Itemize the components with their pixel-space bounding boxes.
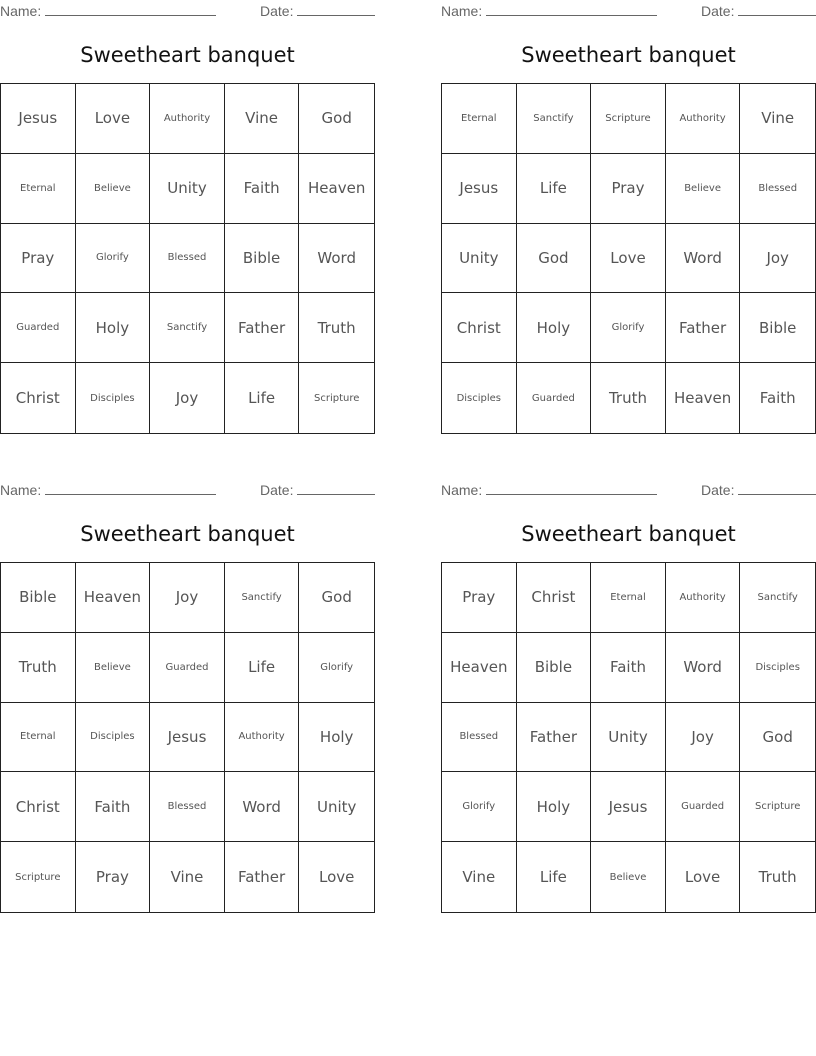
bingo-cell[interactable]: Blessed <box>150 224 225 294</box>
bingo-cell[interactable]: Authority <box>150 84 225 154</box>
bingo-cell[interactable]: Sanctify <box>150 293 225 363</box>
bingo-cell[interactable]: Joy <box>150 563 225 633</box>
bingo-cell[interactable]: Holy <box>76 293 151 363</box>
bingo-grid <box>0 83 375 434</box>
date-blank[interactable] <box>297 482 375 495</box>
bingo-cell[interactable]: Authority <box>666 84 741 154</box>
bingo-cell[interactable]: Christ <box>517 563 592 633</box>
bingo-cell[interactable]: Jesus <box>150 703 225 773</box>
bingo-cell[interactable]: Word <box>299 224 374 294</box>
bingo-cell[interactable]: Father <box>225 293 300 363</box>
bingo-cell[interactable]: Bible <box>740 293 815 363</box>
bingo-cell[interactable]: Believe <box>591 842 666 912</box>
bingo-cell[interactable]: Word <box>225 772 300 842</box>
bingo-cell[interactable]: Unity <box>442 224 517 294</box>
bingo-cell[interactable]: Disciples <box>442 363 517 433</box>
date-field[interactable] <box>260 3 375 19</box>
bingo-grid <box>441 83 816 434</box>
bingo-cell[interactable]: Pray <box>76 842 151 912</box>
bingo-cell[interactable]: Vine <box>225 84 300 154</box>
name-blank[interactable] <box>486 482 657 495</box>
bingo-cell[interactable]: Christ <box>442 293 517 363</box>
bingo-cell[interactable]: Glorify <box>442 772 517 842</box>
date-field[interactable] <box>701 3 816 19</box>
bingo-cell[interactable]: Guarded <box>666 772 741 842</box>
bingo-cell[interactable]: Truth <box>591 363 666 433</box>
bingo-cell[interactable]: Father <box>225 842 300 912</box>
bingo-cell[interactable]: Jesus <box>1 84 76 154</box>
date-blank[interactable] <box>297 3 375 16</box>
bingo-cell[interactable]: God <box>740 703 815 773</box>
bingo-cell[interactable]: Blessed <box>740 154 815 224</box>
bingo-cell[interactable]: Jesus <box>591 772 666 842</box>
bingo-cell[interactable]: Vine <box>442 842 517 912</box>
bingo-cell[interactable]: Believe <box>76 154 151 224</box>
bingo-cell[interactable]: Faith <box>76 772 151 842</box>
bingo-cell[interactable]: Heaven <box>299 154 374 224</box>
name-label: Name: <box>0 3 42 19</box>
bingo-cell[interactable]: Christ <box>1 772 76 842</box>
date-label: Date: <box>701 3 735 19</box>
bingo-cell[interactable]: Life <box>225 633 300 703</box>
bingo-cell[interactable]: Blessed <box>442 703 517 773</box>
bingo-cell[interactable]: Word <box>666 224 741 294</box>
bingo-cell[interactable]: Vine <box>150 842 225 912</box>
bingo-cell[interactable]: Vine <box>740 84 815 154</box>
bingo-cell[interactable]: Heaven <box>76 563 151 633</box>
bingo-cell[interactable]: Sanctify <box>517 84 592 154</box>
bingo-cell[interactable]: Authority <box>666 563 741 633</box>
name-label: Name: <box>0 482 42 498</box>
bingo-cell[interactable]: Faith <box>759 389 796 408</box>
bingo-cell[interactable]: Believe <box>666 154 741 224</box>
bingo-cell[interactable]: Joy <box>150 363 225 433</box>
bingo-cell[interactable]: Sanctify <box>225 563 300 633</box>
bingo-cell[interactable]: Truth <box>1 633 76 703</box>
bingo-cell[interactable]: Pray <box>442 563 517 633</box>
bingo-cell[interactable]: Bible <box>1 563 76 633</box>
name-field[interactable] <box>0 482 216 498</box>
bingo-cell[interactable]: Heaven <box>666 363 741 433</box>
bingo-cell[interactable]: Holy <box>517 293 592 363</box>
bingo-cell[interactable]: Holy <box>517 772 592 842</box>
bingo-cell[interactable]: Love <box>591 224 666 294</box>
bingo-cell[interactable]: Father <box>517 703 592 773</box>
bingo-cell[interactable]: Pray <box>1 224 76 294</box>
bingo-cell[interactable]: Glorify <box>299 633 374 703</box>
bingo-cell[interactable]: Joy <box>740 224 815 294</box>
bingo-cell[interactable]: Glorify <box>591 293 666 363</box>
bingo-cell[interactable]: Disciples <box>76 703 151 773</box>
bingo-cell[interactable]: Eternal <box>591 563 666 633</box>
bingo-cell[interactable]: Unity <box>299 772 374 842</box>
bingo-cell[interactable]: Heaven <box>442 633 517 703</box>
bingo-cell[interactable]: Scripture <box>740 772 815 842</box>
bingo-cell[interactable]: Pray <box>591 154 666 224</box>
bingo-cell[interactable]: Bible <box>225 224 300 294</box>
bingo-cell[interactable]: God <box>299 84 374 154</box>
bingo-cell[interactable]: Eternal <box>442 84 517 154</box>
bingo-cell[interactable]: Disciples <box>76 363 151 433</box>
bingo-cell[interactable]: Life <box>225 363 300 433</box>
name-blank[interactable] <box>45 482 216 495</box>
bingo-cell[interactable]: Joy <box>666 703 741 773</box>
name-field[interactable] <box>441 3 657 19</box>
bingo-cell[interactable]: Eternal <box>1 703 76 773</box>
bingo-cell[interactable]: Father <box>666 293 741 363</box>
bingo-cell[interactable]: Guarded <box>150 633 225 703</box>
bingo-cell[interactable]: Love <box>76 84 151 154</box>
bingo-cell[interactable]: Bible <box>517 633 592 703</box>
date-blank[interactable] <box>738 482 816 495</box>
card-title: Sweetheart banquet <box>80 522 295 546</box>
bingo-cell[interactable]: Guarded <box>1 293 76 363</box>
bingo-cell[interactable]: God <box>517 224 592 294</box>
bingo-cell[interactable]: God <box>299 563 374 633</box>
card-title: Sweetheart banquet <box>521 522 736 546</box>
date-field[interactable] <box>701 482 816 498</box>
bingo-cell[interactable]: Truth <box>299 293 374 363</box>
bingo-card-2 <box>441 0 816 440</box>
bingo-cell[interactable]: Truth <box>758 868 797 887</box>
date-label: Date: <box>260 3 294 19</box>
bingo-cell[interactable]: Faith <box>591 633 666 703</box>
bingo-cell[interactable]: Love <box>666 842 741 912</box>
bingo-cell[interactable]: Word <box>666 633 741 703</box>
bingo-cell[interactable]: Authority <box>225 703 300 773</box>
bingo-cell[interactable]: Jesus <box>442 154 517 224</box>
bingo-cell[interactable]: Faith <box>225 154 300 224</box>
bingo-cell[interactable]: Sanctify <box>740 563 815 633</box>
bingo-cell[interactable]: Believe <box>76 633 151 703</box>
name-label: Name: <box>441 482 483 498</box>
bingo-cell[interactable]: Scripture <box>591 84 666 154</box>
bingo-card-3 <box>0 479 375 919</box>
date-label: Date: <box>260 482 294 498</box>
date-field[interactable] <box>260 482 375 498</box>
bingo-grid <box>441 562 816 913</box>
card-title: Sweetheart banquet <box>80 43 295 67</box>
bingo-cell[interactable]: Unity <box>150 154 225 224</box>
bingo-cell[interactable]: Life <box>517 154 592 224</box>
date-label: Date: <box>701 482 735 498</box>
bingo-cell[interactable]: Love <box>318 868 355 887</box>
bingo-cell[interactable]: Scripture <box>313 392 360 404</box>
bingo-grid <box>0 562 375 913</box>
bingo-cell[interactable]: Unity <box>591 703 666 773</box>
card-title: Sweetheart banquet <box>521 43 736 67</box>
bingo-cell[interactable]: Scripture <box>1 842 76 912</box>
bingo-cell[interactable]: Guarded <box>517 363 592 433</box>
name-blank[interactable] <box>45 3 216 16</box>
name-label: Name: <box>441 3 483 19</box>
bingo-card-4 <box>441 479 816 919</box>
bingo-cell[interactable]: Disciples <box>740 633 815 703</box>
bingo-cell[interactable]: Life <box>517 842 592 912</box>
bingo-card-1 <box>0 0 375 440</box>
bingo-cell[interactable]: Glorify <box>76 224 151 294</box>
bingo-cell[interactable]: Christ <box>1 363 76 433</box>
name-field[interactable] <box>0 3 216 19</box>
bingo-cell[interactable]: Eternal <box>1 154 76 224</box>
bingo-cell[interactable]: Blessed <box>150 772 225 842</box>
bingo-cell[interactable]: Holy <box>299 703 374 773</box>
name-blank[interactable] <box>486 3 657 16</box>
date-blank[interactable] <box>738 3 816 16</box>
name-field[interactable] <box>441 482 657 498</box>
